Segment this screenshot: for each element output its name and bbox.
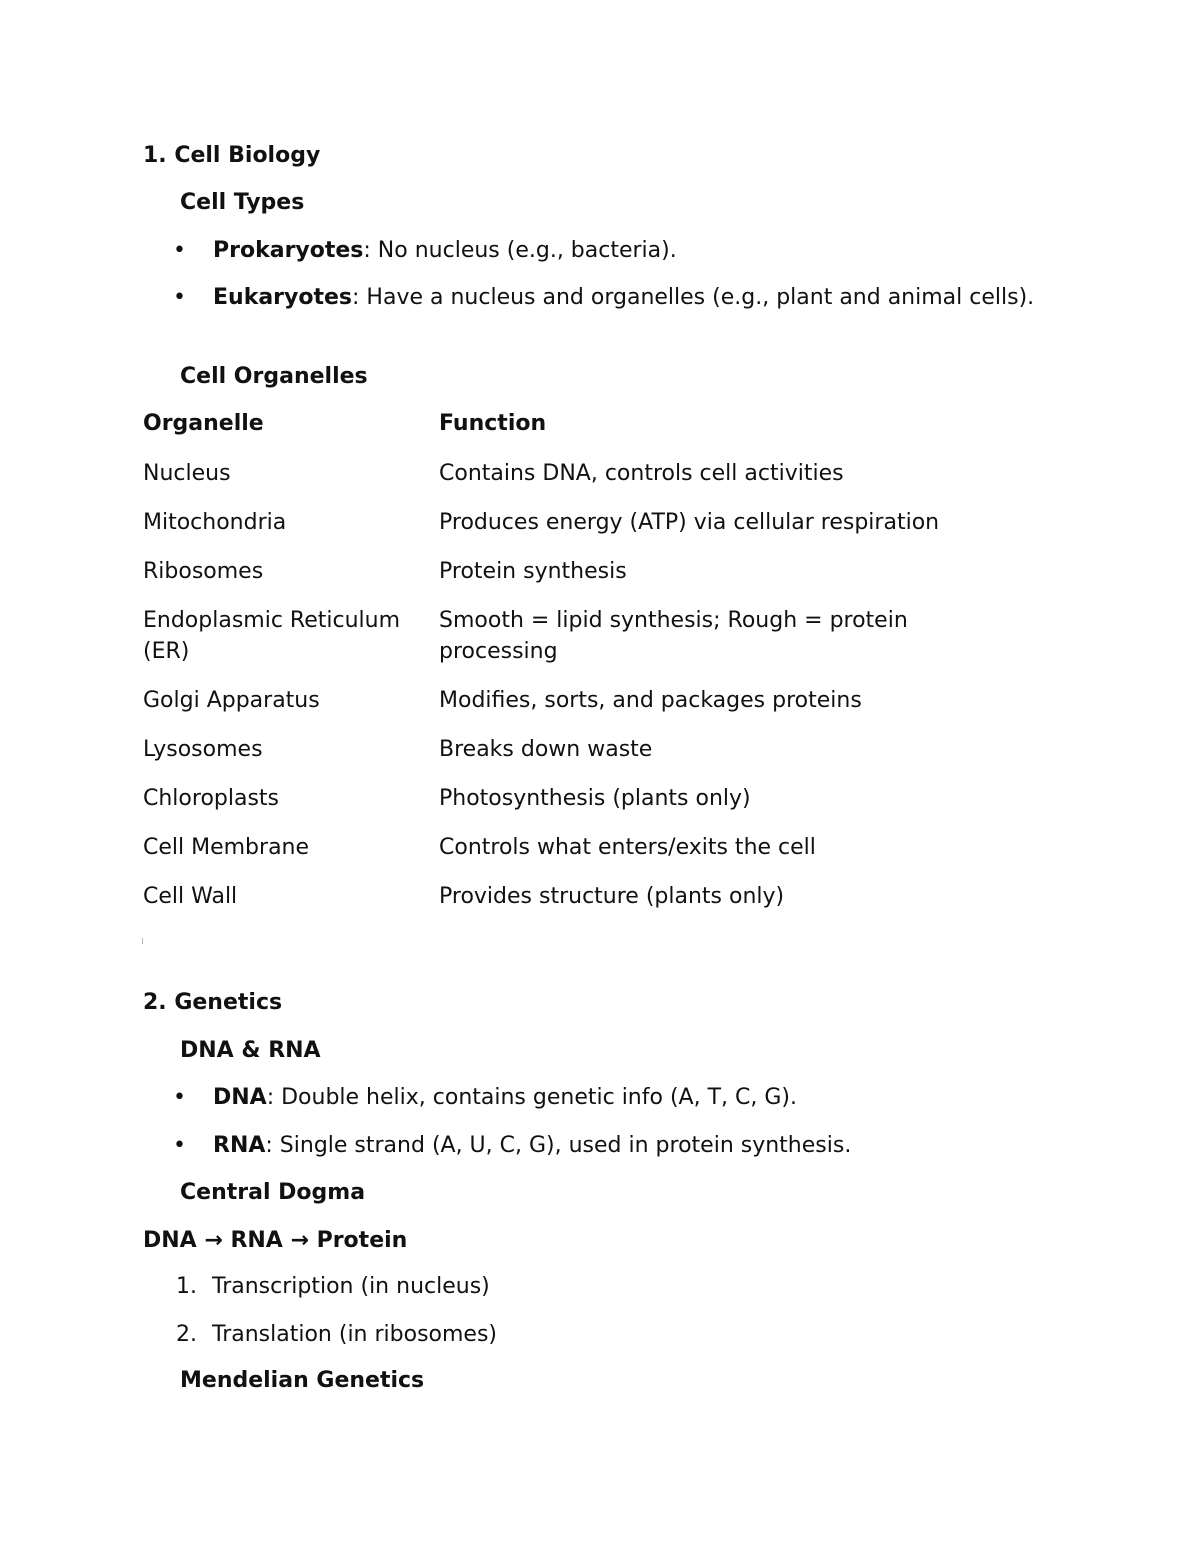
cell-function: Breaks down waste: [439, 737, 653, 763]
desc-prokaryotes: : No nucleus (e.g., bacteria).: [363, 238, 677, 263]
desc-rna: : Single strand (A, U, C, G), used in protein synthesis.: [265, 1133, 852, 1158]
section-heading-cell-biology: 1. Cell Biology: [143, 143, 321, 168]
cell-function: Contains DNA, controls cell activities: [439, 460, 844, 486]
bullet-icon: •: [173, 1133, 186, 1158]
cell-function: Photosynthesis (plants only): [439, 786, 751, 812]
list-item-step-1: [176, 1271, 490, 1303]
step-number: 1.: [176, 1274, 197, 1299]
list-item-rna: [173, 1130, 1053, 1162]
subheading-cell-organelles: Cell Organelles: [180, 364, 368, 389]
term-dna: DNA: [213, 1085, 267, 1110]
bullet-icon: •: [173, 238, 186, 263]
table-row: [143, 685, 1023, 734]
table-header-row: [143, 408, 1023, 458]
table-row: [143, 881, 1023, 930]
cell-organelle: Cell Membrane: [143, 835, 310, 861]
cell-organelle: Mitochondria: [143, 509, 287, 535]
table-row: [143, 507, 1023, 556]
cell-organelle: Ribosomes: [143, 558, 264, 584]
term-prokaryotes: Prokaryotes: [213, 238, 364, 263]
cell-function: Protein synthesis: [439, 558, 627, 584]
cell-function: Produces energy (ATP) via cellular respiration: [439, 509, 940, 535]
table-row: [143, 734, 1023, 783]
desc-eukaryotes: : Have a nucleus and organelles (e.g., plant and animal cells).: [352, 285, 1035, 310]
step-number: 2.: [176, 1322, 197, 1347]
table-row: [143, 783, 1023, 832]
column-header-organelle: Organelle: [143, 411, 264, 436]
step-text: Translation (in ribosomes): [212, 1322, 498, 1347]
cell-organelle: Nucleus: [143, 460, 231, 486]
table-row: [143, 605, 1023, 686]
cell-organelle: Chloroplasts: [143, 786, 280, 812]
list-item-step-2: [176, 1319, 497, 1351]
subheading-mendelian-genetics: Mendelian Genetics: [180, 1368, 425, 1393]
cell-function: Provides structure (plants only): [439, 883, 785, 909]
desc-dna: : Double helix, contains genetic info (A, T, C, G).: [266, 1085, 797, 1110]
cell-function: Modifies, sorts, and packages proteins: [439, 688, 862, 714]
term-rna: RNA: [213, 1133, 266, 1158]
cell-types-list: [173, 235, 1053, 267]
list-item-prokaryotes: [173, 235, 1053, 267]
list-item-dna: [173, 1082, 1053, 1114]
cell-function: Smooth = lipid synthesis; Rough = protein processing: [439, 607, 908, 665]
step-text: Transcription (in nucleus): [212, 1274, 490, 1299]
table-row: [143, 556, 1023, 605]
cell-organelle: Lysosomes: [143, 737, 263, 763]
subheading-cell-types: Cell Types: [180, 190, 305, 215]
paragraph-mark: [142, 938, 143, 944]
list-item-eukaryotes: [173, 282, 1053, 314]
dna-rna-list: [173, 1082, 1053, 1114]
bullet-icon: •: [173, 1085, 186, 1110]
cell-types-list-2: [173, 282, 1053, 314]
cell-organelle: Endoplasmic Reticulum (ER): [143, 607, 401, 665]
cell-function: Controls what enters/exits the cell: [439, 835, 816, 861]
table-row: [143, 458, 1023, 507]
cell-organelle: Cell Wall: [143, 883, 238, 909]
central-dogma-flow: DNA → RNA → Protein: [143, 1228, 408, 1253]
dna-rna-list-2: [173, 1130, 1053, 1162]
subheading-central-dogma: Central Dogma: [180, 1180, 366, 1205]
table-row: [143, 832, 1023, 881]
column-header-function: Function: [439, 411, 547, 436]
term-eukaryotes: Eukaryotes: [213, 285, 353, 310]
cell-organelle: Golgi Apparatus: [143, 688, 320, 714]
central-dogma-steps: [176, 1271, 490, 1303]
central-dogma-steps-2: [176, 1319, 497, 1351]
section-heading-genetics: 2. Genetics: [143, 990, 283, 1015]
organelles-table: [143, 408, 1023, 930]
subheading-dna-rna: DNA & RNA: [180, 1038, 321, 1063]
bullet-icon: •: [173, 285, 186, 310]
